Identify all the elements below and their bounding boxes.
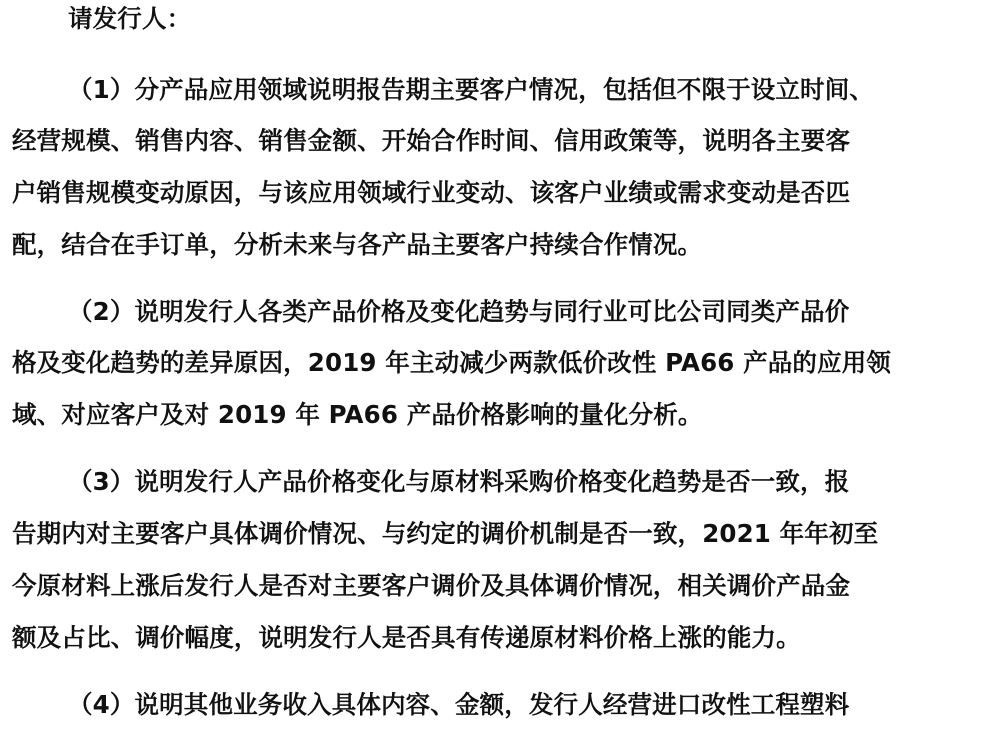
paragraph-line: （3）说明发行人产品价格变化与原材料采购价格变化趋势是否一致，报	[68, 467, 850, 496]
paragraph-line: 格及变化趋势的差异原因，2019 年主动减少两款低价改性 PA66 产品的应用领	[12, 348, 892, 377]
document-heading: 请发行人：	[68, 4, 192, 33]
paragraph-line: （4）说明其他业务收入具体内容、金额，发行人经营进口改性工程塑料	[68, 690, 850, 719]
paragraph-line: 告期内对主要客户具体调价情况、与约定的调价机制是否一致，2021 年年初至	[12, 519, 879, 548]
paragraph-line: 额及占比、调价幅度，说明发行人是否具有传递原材料价格上涨的能力。	[12, 623, 801, 652]
paragraph-line: 配，结合在手订单，分析未来与各产品主要客户持续合作情况。	[12, 230, 703, 259]
paragraph-line: 经营规模、销售内容、销售金额、开始合作时间、信用政策等，说明各主要客	[12, 126, 851, 155]
paragraph-line: 户销售规模变动原因，与该应用领域行业变动、该客户业绩或需求变动是否匹	[12, 178, 851, 207]
paragraph-line: （2）说明发行人各类产品价格及变化趋势与同行业可比公司同类产品价	[68, 297, 850, 326]
paragraph-line: （1）分产品应用领域说明报告期主要客户情况，包括但不限于设立时间、	[68, 75, 874, 104]
paragraph-line: 今原材料上涨后发行人是否对主要客户调价及具体调价情况，相关调价产品金	[12, 571, 851, 600]
paragraph-line: 域、对应客户及对 2019 年 PA66 产品价格影响的量化分析。	[12, 400, 703, 429]
